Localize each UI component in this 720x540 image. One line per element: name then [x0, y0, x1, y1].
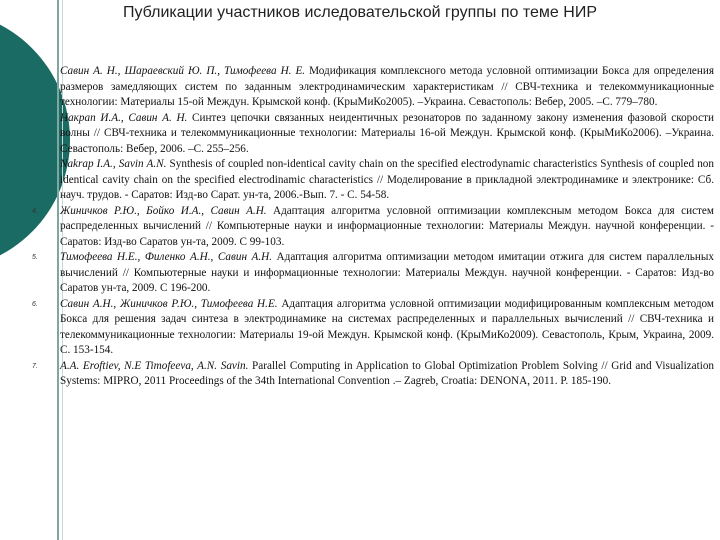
- publication-authors: Тимофеева Н.Е., Филенко А.Н., Савин А.Н.: [60, 251, 273, 263]
- publication-authors: Nakrap I.A., Savin A.N.: [60, 158, 167, 170]
- publication-text: Модификация комплексного метода условной оптимизации Бокса для определения размеров замедляющих систем по заданным электродинамическим характеристикам // СВЧ-техника и телекоммуникационные технологии: Материалы 15-ой Междун. Крымской конф. (КрыМиКо2005). –Украина. Севастополь: Вебер, 2005. –С. 779–780.: [60, 65, 715, 108]
- publication-item: [60, 111, 714, 158]
- publication-item: [32, 204, 714, 251]
- publication-authors: Савин А. Н., Шараевский Ю. П., Тимофеева Н. Е.: [60, 65, 306, 77]
- publication-text: Адаптация алгоритма оптимизации методом имитации отжига для систем параллельных вычислений // Компьютерные науки и информационные технологии: Материалы Междун. научной конференции. - Саратов: Изд-во Саратов ун-та, 2009. С 196-200.: [60, 251, 714, 294]
- publication-item: [32, 250, 714, 297]
- decorative-vertical-line: [57, 0, 59, 540]
- publication-text: Parallel Computing in Application to Global Optimization Problem Solving // Grid and Visualization Systems: MIPRO, 2011 Proceedings of the 34th International Convention .– Zagreb, Croatia: DENONA, 2011. P. 185-190.: [60, 359, 715, 387]
- slide-title: Публикации участников иследовательской группы по теме НИР: [122, 4, 597, 21]
- publication-authors: Накрап И.А., Савин А. Н.: [60, 111, 188, 124]
- publication-text: Синтез цепочки связанных неидентичных резонаторов по заданному закону изменения фазовой скорости волны // СВЧ-техника и телекоммуникационные технологии: Материалы 16-ой Междун. Крымской конф. (КрыМиКо2006). –Украина. Севастополь: Вебер, 2006. –С. 255–256.: [60, 111, 714, 155]
- publication-item: [60, 64, 714, 111]
- publication-number: 7.: [32, 362, 38, 370]
- publication-number: 5.: [32, 254, 38, 261]
- publication-item: [60, 157, 714, 204]
- publication-text: Synthesis of coupled non-identical cavity chain on the specified electrodynamic characteristics Synthesis of coupled non identical cavity chain on the specified electrodinamic characteristics // Моделирование в прикладной электродинамике и электронике: Сб. науч. трудов. - Саратов: Изд-во Сарат. ун-та, 2006.-Вып. 7. - С. 54-58.: [60, 158, 714, 201]
- publication-text: Адаптация алгоритма условной оптимизации комплексным методом Бокса для систем распределенных вычислений // Компьютерные науки и информационные технологии: Материалы Междун. научной конференции. - Саратов: Изд-во Саратов ун-та, 2009. С 99-103.: [60, 204, 714, 248]
- publication-authors: Савин А.Н., Жиничков Р.Ю., Тимофеева Н.Е.: [60, 297, 278, 310]
- publication-item: [32, 297, 714, 359]
- publication-list: [32, 64, 715, 390]
- publication-item: [32, 359, 715, 390]
- publication-text: Адаптация алгоритма условной оптимизации модифицированным комплексным методом Бокса для решения задач синтеза в электродинамике на системах распределенных и параллельных вычислений // СВЧ-техника и телекоммуникационные технологии: Материалы 19-ой Междун. Крымской конф. (КрыМиКо2009). Севастополь, Крым, Украина, 2009. С. 153-154.: [60, 297, 714, 356]
- publication-authors: Жиничков Р.Ю., Бойко И.А., Савин А.Н.: [60, 204, 267, 217]
- publication-number: 6.: [32, 300, 38, 308]
- publication-authors: A.A. Eroftiev, N.E Timofeeva, A.N. Savin.: [60, 359, 249, 372]
- publication-number: 4.: [32, 207, 38, 215]
